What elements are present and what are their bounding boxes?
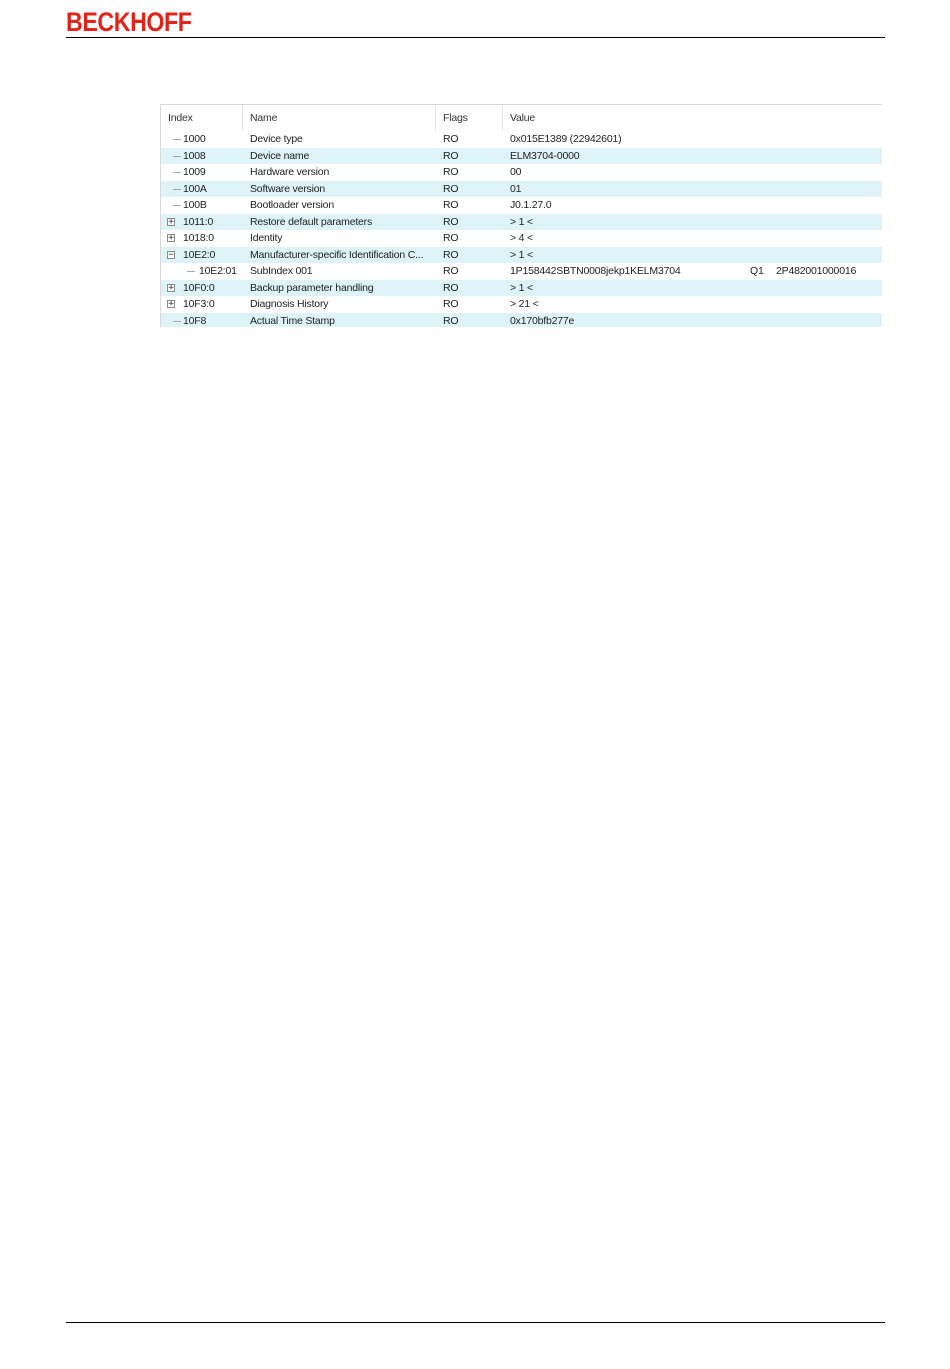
expand-icon[interactable]: + [168, 234, 174, 242]
row-flags: RO [443, 215, 459, 228]
row-flags: RO [443, 133, 459, 145]
row-value: > 4 < [510, 232, 533, 244]
object-dictionary-treeview[interactable] [160, 104, 882, 327]
row-index: 10F8 [183, 314, 207, 327]
table-row[interactable] [161, 197, 882, 214]
table-row[interactable] [161, 164, 882, 181]
row-name: Backup parameter handling [250, 281, 374, 294]
row-value: > 21 < [510, 298, 539, 310]
row-flags: RO [443, 265, 459, 277]
row-index: 1018:0 [183, 232, 214, 244]
row-name: SubIndex 001 [250, 265, 313, 277]
row-flags: RO [443, 199, 459, 211]
table-rows [161, 131, 882, 327]
table-row[interactable] [161, 280, 882, 297]
row-value: > 1 < [510, 215, 533, 228]
row-name: Restore default parameters [250, 215, 373, 228]
row-index: 100B [183, 199, 207, 211]
tree-connector-line [173, 156, 181, 157]
column-header-value[interactable]: Value [510, 112, 536, 124]
row-value: > 1 < [510, 281, 533, 294]
row-name: Diagnosis History [250, 298, 329, 310]
tree-connector-line [173, 139, 181, 140]
column-header-row [161, 105, 882, 131]
row-flags: RO [443, 281, 459, 294]
row-flags: RO [443, 149, 459, 162]
row-value: > 1 < [510, 248, 533, 261]
row-name: Device type [250, 133, 303, 145]
expand-icon[interactable]: + [168, 300, 174, 308]
row-name: Hardware version [250, 166, 330, 178]
row-flags: RO [443, 248, 459, 261]
row-flags: RO [443, 314, 459, 327]
row-index: 100A [183, 182, 207, 195]
row-index: 1009 [183, 166, 206, 178]
row-name: Device name [250, 149, 310, 162]
expand-icon[interactable]: + [168, 283, 174, 292]
row-index: 10F0:0 [183, 281, 215, 294]
row-name: Software version [250, 182, 326, 195]
row-name: Actual Time Stamp [250, 314, 335, 327]
row-flags: RO [443, 298, 459, 310]
tree-connector-line [173, 321, 181, 322]
table-row[interactable] [161, 214, 882, 231]
row-value-part: Q1 [750, 265, 764, 277]
column-header-index[interactable]: Index [161, 105, 243, 131]
row-value: 1P158442SBTN0008jekp1KELM3704 [510, 265, 681, 277]
collapse-icon[interactable]: − [168, 250, 174, 259]
row-name: Identity [250, 232, 283, 244]
tree-connector-line [187, 271, 195, 272]
table-row[interactable] [161, 247, 882, 264]
row-index: 1011:0 [183, 215, 214, 228]
row-name: Bootloader version [250, 199, 334, 211]
table-row[interactable] [161, 313, 882, 328]
table-row[interactable] [161, 230, 882, 247]
row-index: 10F3:0 [183, 298, 215, 310]
row-index: 1008 [183, 149, 206, 162]
tree-connector-line [173, 189, 181, 190]
row-value: 01 [510, 182, 522, 195]
row-index: 10E2:0 [183, 248, 216, 261]
row-flags: RO [443, 166, 459, 178]
footer-rule [66, 1322, 885, 1323]
column-header-flags[interactable]: Flags [436, 105, 503, 131]
tree-connector-line [173, 172, 181, 173]
row-value: J0.1.27.0 [510, 199, 552, 211]
row-flags: RO [443, 232, 459, 244]
table-row[interactable] [161, 263, 882, 280]
row-index: 1000 [183, 133, 206, 145]
row-value-part: 2P482001000016 [776, 265, 857, 277]
table-row[interactable] [161, 131, 882, 148]
table-row[interactable] [161, 181, 882, 198]
row-value: 0x170bfb277e [510, 314, 575, 327]
table-row[interactable] [161, 296, 882, 313]
row-name: Manufacturer-specific Identification C... [250, 248, 424, 261]
beckhoff-logo: BECKHOFF [66, 7, 192, 37]
row-value: ELM3704-0000 [510, 149, 580, 162]
row-value: 00 [510, 166, 522, 178]
table-row[interactable] [161, 148, 882, 165]
column-header-name[interactable]: Name [243, 105, 436, 131]
expand-icon[interactable]: + [168, 217, 174, 226]
row-index: 10E2:01 [199, 265, 237, 277]
tree-connector-line [173, 205, 181, 206]
header-rule [66, 37, 885, 38]
row-value: 0x015E1389 (22942601) [510, 133, 622, 145]
row-flags: RO [443, 182, 459, 195]
